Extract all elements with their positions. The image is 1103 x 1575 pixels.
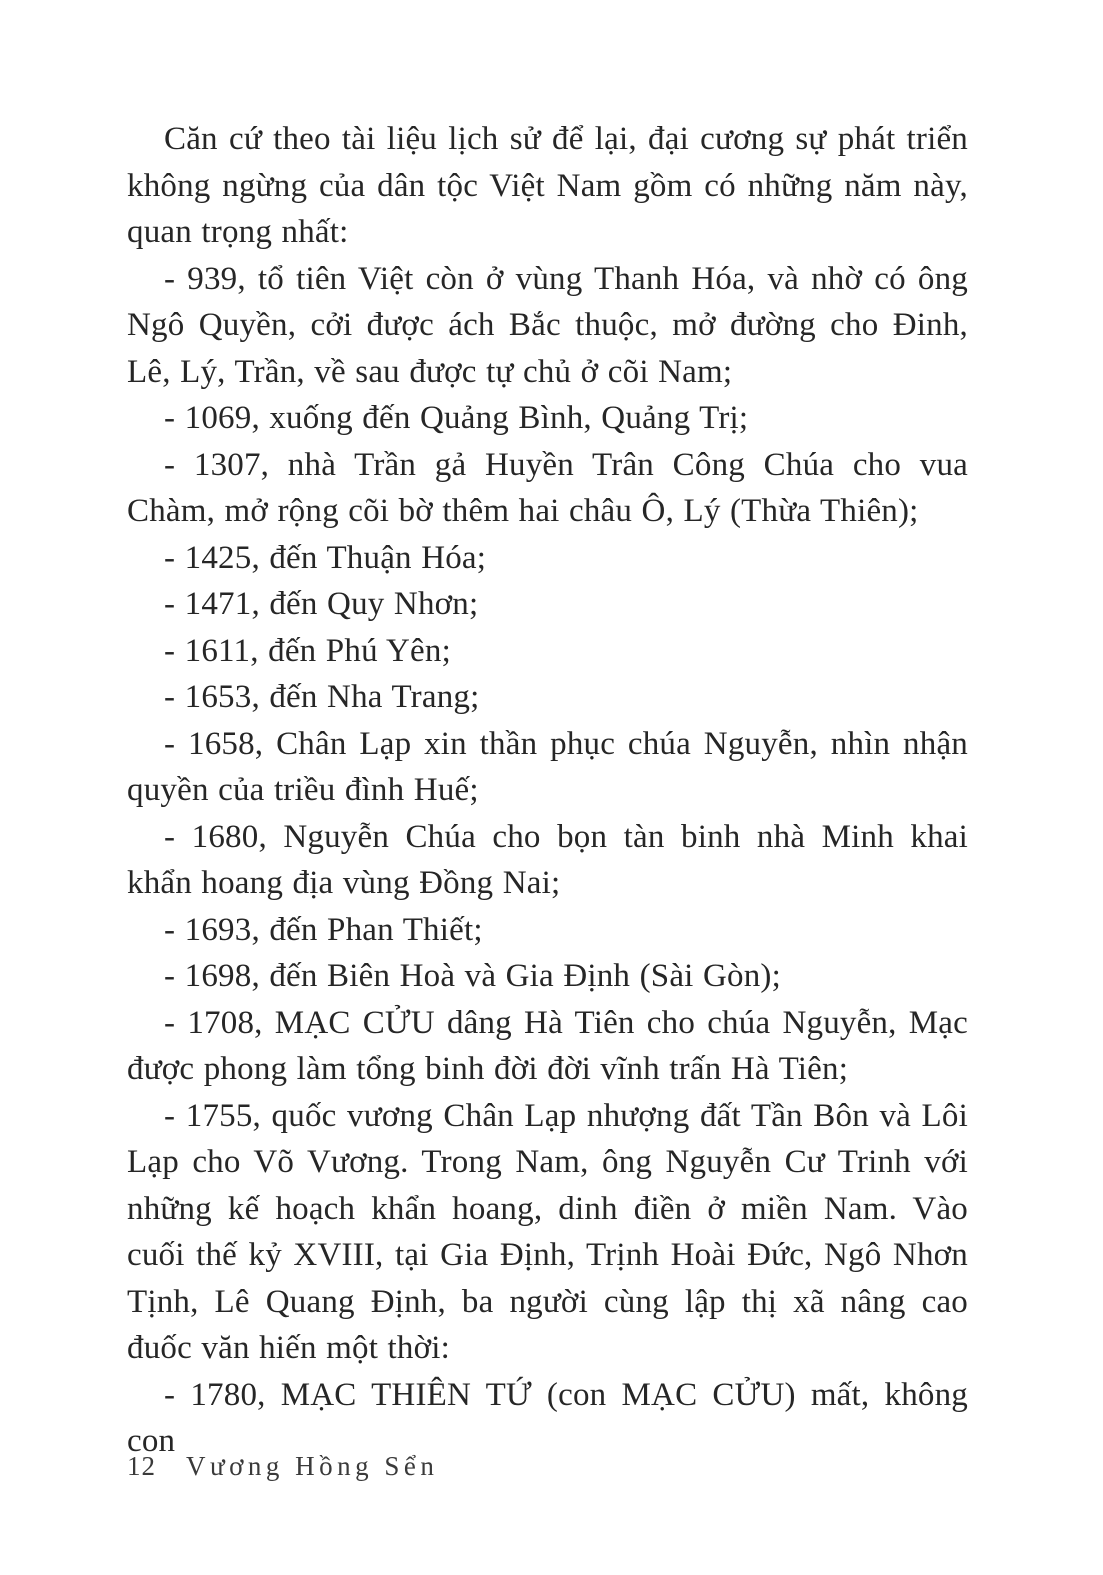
paragraph: - 1307, nhà Trần gả Huyền Trân Công Chúa cho vua Chàm, mở rộng cõi bờ thêm hai châu Ô, Lý (Thừa Thiên); — [127, 446, 968, 529]
paragraph: - 1471, đến Quy Nhơn; — [164, 586, 479, 622]
paragraph: - 1611, đến Phú Yên; — [164, 632, 451, 669]
paragraph: - 1425, đến Thuận Hóa; — [164, 539, 487, 576]
paragraph: - 1658, Chân Lạp xin thần phục chúa Nguyễn, nhìn nhận quyền của triều đình Huế; — [127, 725, 968, 808]
paragraph: - 939, tổ tiên Việt còn ở vùng Thanh Hóa, và nhờ có ông Ngô Quyền, cởi được ách Bắc thuộc, mở đường cho Đinh, Lê, Lý, Trần, về sau được tự chủ ở cõi Nam; — [127, 260, 968, 390]
paragraph: - 1653, đến Nha Trang; — [164, 679, 480, 715]
paragraph: - 1069, xuống đến Quảng Bình, Quảng Trị; — [164, 400, 749, 436]
paragraph: Căn cứ theo tài liệu lịch sử để lại, đại cương sự phát triển không ngừng của dân tộc Việt Nam gồm có những năm này, quan trọng nhất: — [127, 121, 968, 250]
paragraph: - 1780, MẠC THIÊN TỨ (con MẠC CỬU) mất, không con — [127, 1376, 968, 1459]
footer-author: Vương Hồng Sển — [186, 1451, 439, 1481]
paragraph: - 1698, đến Biên Hoà và Gia Định (Sài Gòn); — [164, 958, 781, 994]
page-body-text — [127, 116, 968, 1465]
paragraph: - 1755, quốc vương Chân Lạp nhượng đất Tần Bôn và Lôi Lạp cho Võ Vương. Trong Nam, ông Nguyễn Cư Trinh với những kế hoạch khẩn hoang, dinh điền ở miền Nam. Vào cuối thế kỷ XVIII, tại Gia Định, Trịnh Hoài Đức, Ngô Nhơn Tịnh, Lê Quang Định, ba người cùng lập thị xã nâng cao đuốc văn hiến một thời: — [127, 1097, 968, 1366]
paragraph: - 1680, Nguyễn Chúa cho bọn tàn binh nhà Minh khai khẩn hoang địa vùng Đồng Nai; — [127, 818, 968, 901]
paragraph: - 1693, đến Phan Thiết; — [164, 911, 483, 948]
page-number: 12 — [127, 1451, 156, 1481]
running-footer — [127, 1451, 438, 1482]
paragraph: - 1708, MẠC CỬU dâng Hà Tiên cho chúa Nguyễn, Mạc được phong làm tổng binh đời đời vĩnh trấn Hà Tiên; — [127, 1004, 968, 1087]
